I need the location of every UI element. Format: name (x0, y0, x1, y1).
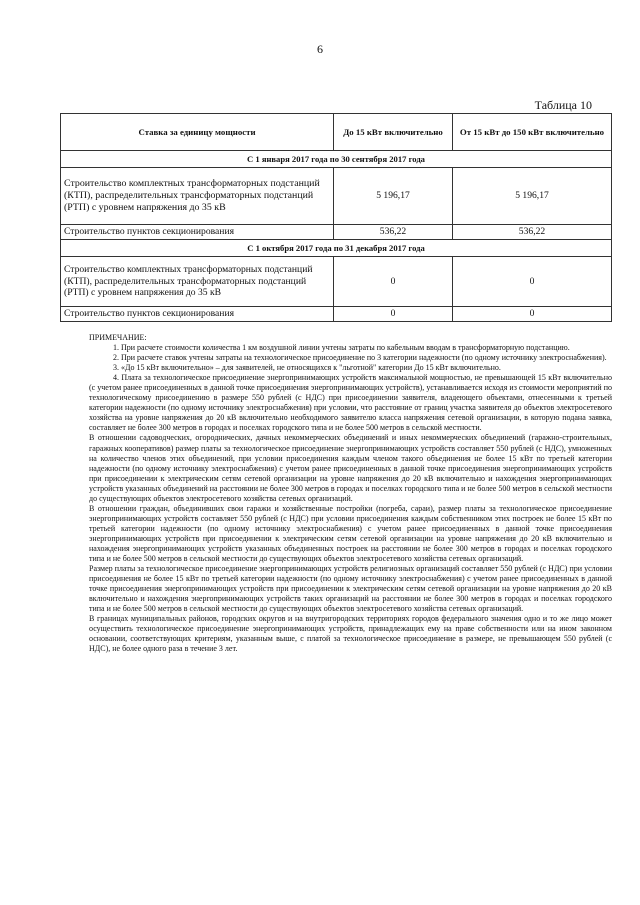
row-label: Строительство комплектных трансформаторных подстанций (КТП), распределительных трансформаторных подстанций (РТП) с уровнем напряжения до 35 кВ (61, 257, 334, 307)
header-rate: Ставка за единицу мощности (61, 114, 334, 151)
table-row (61, 225, 612, 240)
note-paragraph: В отношении граждан, объединивших свои гаражи и хозяйственные постройки (погреба, сараи), размер платы за технологическое присоединение энергопринимающих устройств составляет 550 рублей (с НДС) при условии присоединения каждым собственником этих построек не более 15 кВт по третьей категории надежности (по одному источнику электроснабжения) с учетом ранее присоединенных в данной точке присоединения энергопринимающих устройств при присоединении к электрическим сетям сетевой организации на уровне напряжения до 20 кВ включительно и нахождения энергопринимающих устройств указанных объединенных построек на расстоянии не более 300 метров в городах и поселках городского типа и не более 500 метров в сельской местности до существующих объектов электросетевого хозяйства сетевых организаций. (89, 503, 612, 564)
row-label: Строительство пунктов секционирования (61, 225, 334, 240)
period-label: С 1 января 2017 года по 30 сентября 2017 года (61, 151, 612, 168)
table-row (61, 257, 612, 307)
note-item: 3. «До 15 кВт включительно» – для заявителей, не относящихся к "льготной" категории До 15 кВт включительно. (113, 363, 501, 373)
table-row (61, 168, 612, 225)
table-header-row (61, 114, 612, 151)
row-value-150kw: 536,22 (453, 225, 612, 240)
row-value-150kw: 5 196,17 (453, 168, 612, 225)
header-up-to-15kw: До 15 кВт включительно (334, 114, 453, 151)
row-value-150kw: 0 (453, 307, 612, 322)
header-15-150kw: От 15 кВт до 150 кВт включительно (453, 114, 612, 151)
note-item: 4. Плата за технологическое присоединение энергопринимающих устройств максимальной мощностью, не превышающей 15 кВт включительно (с учетом ранее присоединенных в данной точке присоединения энергопринимающих устройств), устанавливается исходя из стоимости мероприятий по технологическому присоединению в размере 550 рублей (с НДС) при присоединении заявителя, владеющего объектами, отнесенными к третьей категории надежности (по одному источнику электроснабжения) при условии, что расстояние от границ участка заявителя до объектов электросетевого хозяйства на уровне напряжения до 20 кВ включительно необходимого заявителю класса напряжения сетевой организации, в которую подана заявка, составляет не более 300 метров в городах и поселках городского типа и не более 500 метров в сельской местности. (89, 373, 612, 433)
row-value-15kw: 0 (334, 307, 453, 322)
row-label: Строительство пунктов секционирования (61, 307, 334, 322)
note-item: 2. При расчете ставок учтены затраты на технологическое присоединение по 3 категории надежности (по одному источнику электроснабжения). (113, 353, 607, 363)
period-row (61, 151, 612, 168)
row-value-150kw: 0 (453, 257, 612, 307)
note-paragraph: В отношении садоводческих, огороднических, дачных некоммерческих объединений и иных некоммерческих объединений (гаражно-строительных, гаражных кооперативов) размер платы за технологическое присоединение энергопринимающих устройств составляет 550 рублей (с НДС), умноженных на количество членов этих объединений, при условии присоединения каждым членом такого объединения не более 15 кВт по третьей категории надежности (по одному источнику электроснабжения) с учетом ранее присоединенных в данной точке присоединения энергопринимающих устройств при присоединении к электрическим сетям сетевой организации на уровне напряжения до 20 кВ включительно и нахождения энергопринимающих устройств указанных объединений на расстоянии не более 300 метров в городах и поселках городского типа и не более 500 метров в сельской местности до существующих объектов электросетевого хозяйства сетевых организаций. (89, 433, 612, 503)
notes-title: ПРИМЕЧАНИЕ: (89, 333, 147, 342)
note-paragraph: Размер платы за технологическое присоединение энергопринимающих устройств религиозных организаций составляет 550 рублей (с НДС) при условии присоединения не более 15 кВт по третьей категории надежности (по одному источнику электроснабжения) с учетом ранее присоединенных в данной точке присоединения энергопринимающих устройств при присоединении к электрическим сетям сетевой организации на уровне напряжения до 20 кВ включительно и нахождения энергопринимающих устройств таких организаций на расстоянии не более 300 метров в городах и поселках городского типа и не более 500 метров в сельской местности до существующих объектов электросетевого хозяйства сетевых организаций. (89, 564, 612, 614)
note-paragraph: В границах муниципальных районов, городских округов и на внутригородских территориях городов федерального значения одно и то же лицо может осуществить технологическое присоединение энергопринимающих устройств, принадлежащих ему на праве собственности или на ином законном основании, соответствующих критериям, указанным выше, с платой за технологическое присоединение в размере, не превышающем 550 рублей (с НДС), не более одного раза в течение 3 лет. (89, 614, 612, 654)
row-label: Строительство комплектных трансформаторных подстанций (КТП), распределительных трансформаторных подстанций (РТП) с уровнем напряжения до 35 кВ (61, 168, 334, 225)
rates-table (60, 113, 612, 322)
period-label: С 1 октября 2017 года по 31 декабря 2017 года (61, 240, 612, 257)
period-row (61, 240, 612, 257)
row-value-15kw: 5 196,17 (334, 168, 453, 225)
row-value-15kw: 536,22 (334, 225, 453, 240)
notes-section (89, 333, 612, 655)
table-row (61, 307, 612, 322)
table-caption: Таблица 10 (534, 98, 592, 112)
row-value-15kw: 0 (334, 257, 453, 307)
page-number: 6 (317, 42, 323, 56)
note-item: 1. При расчете стоимости количества 1 км воздушной линии учтены затраты по кабельным вводам в трансформаторную подстанцию. (113, 343, 570, 353)
